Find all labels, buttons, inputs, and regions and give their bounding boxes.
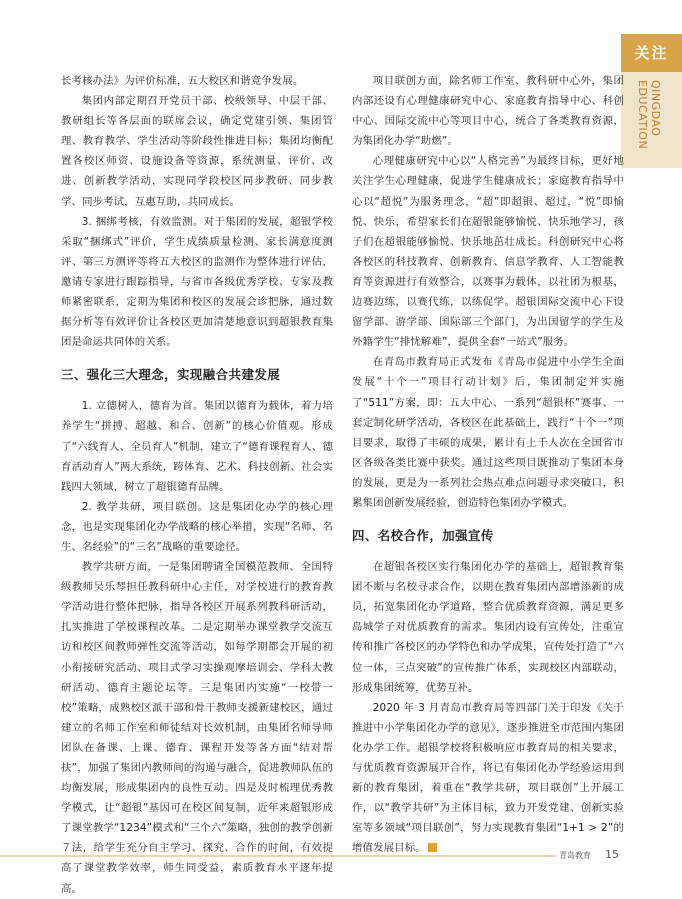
paragraph: 长考核办法》为评价标准，五大校区和谐竞争发展。	[61, 75, 304, 87]
publication-name: 青岛教育	[559, 851, 591, 860]
section-heading: 四、名校合作，加强宣传	[352, 528, 494, 544]
section-heading: 三、强化三大理念，实现融合共建发展	[61, 367, 281, 383]
section-tab-en-line1: QINGDAO	[649, 80, 662, 137]
footer-rule	[0, 855, 556, 857]
paragraph: 心理健康研究中心以“人格完善”为最终目标，更好地关注学生心理健康，促进学生健康成长；家庭教育指导中心以“超悦”为服务理念，“超”即超银、超过，“悦”即愉悦、快乐，希望家长们在超银能够愉悦、快乐地学习，孩子们在超银能够愉悦、快乐地茁壮成长。科创研究中心将各校区的科技教育、创新教育、信息学教育、人工智能教育等资源进行有效整合，以赛事为载体，以社团为根基，边赛边练，以赛代练，以练促学。超银国际交流中心下设留学部、游学部、国际部三个部门，为出国留学的学生及外籍学生“排忧解难”，提供全套“一站式”服务。	[352, 155, 624, 349]
page-footer	[0, 848, 682, 867]
paragraph: 项目联创方面，除名师工作室、教科研中心外，集团内部还设有心理健康研究中心、家庭教育指导中心、科创中心、国际交流中心等项目中心，统合了各类教育资源，为集团化办学“助燃”。	[352, 75, 624, 148]
section-tab-label: 关注	[621, 34, 682, 72]
paragraph: 3. 捆绑考核，有效监测。对于集团的发展，超银学校采取“捆绑式”评价，学生成绩质量检测、家长满意度测评、第三方测评等将五大校区的监测作为整体进行评估，邀请专家进行跟踪指导，与省市各级优秀学校、专家及教师紧密联系，定期为集团和校区的发展会诊把脉，通过数据分析等有效评价让各校区更加清楚地意识到超银教育集团是命运共同体的关系。	[61, 215, 333, 349]
section-tab-english	[634, 80, 670, 164]
paragraph: 在青岛市教育局正式发布《青岛市促进中小学生全面发展“十个一”项目行动计划》后，集团制定并实施了“511”方案，即：五大中心、一系列“超银杯”赛事、一套定制化研学活动，各校区在此基础上，践行“十个一”项目要求，取得了丰硕的成果，累计有上千人次在全国省市区各级各类比赛中获奖。通过这些项目既推动了集团本身的发展，更是为一系列社会热点难点问题寻求突破口，积累集团创新发展经验，创造特色集团办学模式。	[352, 356, 624, 509]
paragraph: 1. 立德树人，德育为首。集团以德育为载体，着力培养学生“拼搏、超越、和合、创新”的核心价值观。形成了“六线育人、全员育人”机制，建立了“德育课程育人、德育活动育人”两大系统，跨体育、艺术、科技创新、社会实践四大领域，树立了超银德育品牌。	[61, 400, 333, 493]
paragraph: 集团内部定期召开党员干部、校级领导、中层干部、教研组长等各层面的联席会议，确定党建引领、集团管理、教育教学、学生活动等阶段性推进目标；集团均衡配置各校区师资、设施设备等资源，系统测量、评价、改进、创新教学活动，实现同学段校区同步教研、同步教学、同步考试，互惠互助，共同成长。	[61, 95, 333, 208]
section-tab-en-line2: EDUCATION	[636, 80, 649, 150]
paragraph: 在超银各校区实行集团化办学的基础上，超银教育集团不断与名校寻求合作，以期在教育集团内部增添新的成员，拓宽集团化办学道路，整合优质教育资源，满足更多岛城学子对优质教育的需求。集团内设有宣传处，注重宣传和推广各校区的办学特色和办学成果，宣传处打造了“六位一体，三点突破”的宣传推广体系，实现校区内部联动，形成集团统筹，优势互补。	[352, 561, 624, 694]
paragraph	[352, 698, 624, 859]
paragraph: 教学共研方面，一是集团聘请全国模范教师、全国特级教师吴乐琴担任教科研中心主任，对学校进行的教育教学活动进行整体把脉，指导各校区开展系列教科研活动，扎实推进了学校课程改革。二是定期举办课堂教学交流互访和校区间教师弹性交流等活动，如每学期都会开展的初小衔接研究活动、项目式学习实操观摩培训会、学科大教研活动、德育主题论坛等。三是集团内实施“一校带一校”策略，成熟校区派干部和骨干教师支援新建校区，通过建立的名师工作室和师徒结对长效机制，由集团名师导师团队在备课、上课、德育、课程开发等各方面“结对帮扶”，加强了集团内教师间的沟通与融合，促进教师队伍的均衡发展，形成集团内的良性互动。四是及时梳理优秀教学模式，让“超银”基因可在校区间复制，近年来超银形成了课堂教学“1234”模式和“三个六”策略，独创的教学创新７法，给学生充分自主学习、探究、合作的时间，有效提高了课堂教学效率，师生同受益，素质教育水平逐年提高。	[61, 561, 333, 895]
right-column	[352, 71, 624, 858]
paragraph-text: 2020 年 3 月青岛市教育局等四部门关于印发《关于推进中小学集团化办学的意见》，逐步推进全市范围内集团化办学工作。超银学校将积极响应市教育局的相关要求，与优质教育资源展开合作，将已有集团化办学经验运用到新的教育集团，着重在“教学共研，项目联创”上开展工作，以“教学共研”为主体目标，致力开发党建、创新实验室等多领域“项目联创”，努力实现教育集团“1+1 > 2”的增值发展目标。	[352, 701, 624, 855]
page-number: 15	[605, 848, 619, 861]
left-column	[61, 71, 333, 899]
paragraph: 2. 教学共研，项目联创。这是集团化办学的核心理念，也是实现集团化办学战略的核心举措，实现“名师、名生、名经验”的“三名”战略的重要途径。	[61, 500, 333, 553]
section-tab	[621, 34, 682, 168]
